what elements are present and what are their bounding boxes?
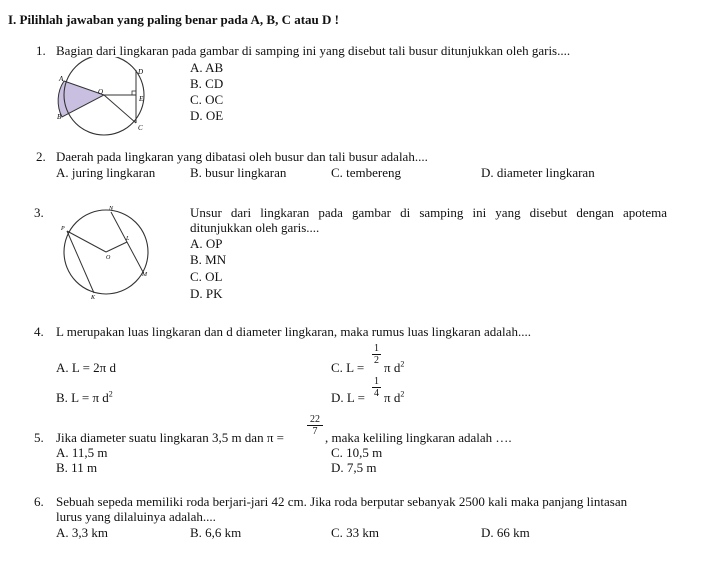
q6-option-b[interactable]: B. 6,6 km xyxy=(190,525,242,540)
q4-option-d-prefix[interactable]: D. L = xyxy=(331,390,365,405)
q5-option-a[interactable]: A. 11,5 m xyxy=(56,445,108,460)
q2-text: Daerah pada lingkaran yang dibatasi oleh busur dan tali busur adalah.... xyxy=(56,149,428,164)
label-K: K xyxy=(91,295,96,301)
q3-option-d[interactable]: D. PK xyxy=(190,286,223,301)
q6-option-d[interactable]: D. 66 km xyxy=(481,525,530,540)
label-E: E xyxy=(139,95,144,103)
q4-text: L merupakan luas lingkaran dan d diameter lingkaran, maka rumus luas lingkaran adalah.... xyxy=(56,324,531,339)
q5-text-after: , maka keliling lingkaran adalah …. xyxy=(325,430,512,445)
label-P: P xyxy=(61,226,65,232)
q1-circle-figure xyxy=(52,57,152,137)
q1-text: Bagian dari lingkaran pada gambar di samping ini yang disebut tali busur ditunjukkan oleh garis.... xyxy=(56,43,571,58)
q2-option-c[interactable]: C. tembereng xyxy=(331,165,402,180)
q3-option-b[interactable]: B. MN xyxy=(190,252,227,267)
q2-option-a[interactable]: A. juring lingkaran xyxy=(56,165,156,180)
label-O: O xyxy=(106,255,111,261)
q5-number: 5. xyxy=(34,430,44,445)
q1-option-d[interactable]: D. OE xyxy=(190,108,224,123)
q6-text-line2: lurus yang dilaluinya adalah.... xyxy=(56,509,216,524)
q4-option-c-numerator: 1 xyxy=(374,343,379,354)
section-header: I. Pilihlah jawaban yang paling benar pada A, B, C atau D ! xyxy=(8,12,339,27)
q3-option-a[interactable]: A. OP xyxy=(190,236,223,251)
q4-option-a[interactable]: A. L = 2π d xyxy=(56,360,116,375)
q2-number: 2. xyxy=(36,149,46,164)
q5-option-c[interactable]: C. 10,5 m xyxy=(331,445,383,460)
label-N: N xyxy=(109,206,114,212)
q3-number: 3. xyxy=(34,205,44,220)
label-O: O xyxy=(98,88,104,96)
q6-text-line1: Sebuah sepeda memiliki roda berjari-jari 42 cm. Jika roda berputar sebanyak 2500 kali maka panjang lintasan xyxy=(56,494,628,509)
q3-text-line1: Unsur dari lingkaran pada gambar di samping ini yang disebut dengan apotema xyxy=(190,205,667,220)
q4-option-c-prefix[interactable]: C. L = xyxy=(331,360,365,375)
q5-pi-fraction xyxy=(307,414,323,437)
q4-number: 4. xyxy=(34,324,44,339)
label-D: D xyxy=(138,68,144,76)
q4-option-c-suffix-text: π d xyxy=(384,360,401,375)
q4-option-d-denominator: 4 xyxy=(374,388,379,399)
q2-option-b[interactable]: B. busur lingkaran xyxy=(190,165,287,180)
q4-option-c-suffix xyxy=(384,360,404,376)
q4-option-b[interactable] xyxy=(56,390,113,406)
q4-option-d-exp: 2 xyxy=(400,389,405,399)
q5-fraction-numerator: 22 xyxy=(310,414,320,425)
q5-option-b[interactable]: B. 11 m xyxy=(56,460,98,475)
q1-option-a[interactable]: A. AB xyxy=(190,60,224,75)
q4-option-c-fraction xyxy=(372,343,381,366)
q5-fraction-denominator: 7 xyxy=(312,426,318,437)
q3-text-line2: ditunjukkan oleh garis.... xyxy=(190,220,320,235)
q1-option-c[interactable]: C. OC xyxy=(190,92,224,107)
q4-option-b-text: B. L = π d xyxy=(56,390,109,405)
q6-option-a[interactable]: A. 3,3 km xyxy=(56,525,108,540)
q1-option-b[interactable]: B. CD xyxy=(190,76,224,91)
line-OC xyxy=(104,95,136,123)
label-M: M xyxy=(142,272,147,278)
q4-option-d-fraction xyxy=(372,376,381,399)
q3-option-c[interactable]: C. OL xyxy=(190,269,223,284)
label-L: L xyxy=(126,236,130,242)
q5-option-d[interactable]: D. 7,5 m xyxy=(331,460,377,475)
right-angle-mark xyxy=(132,91,136,95)
q4-option-c-exp: 2 xyxy=(400,359,405,369)
q4-option-b-exp: 2 xyxy=(108,389,113,399)
label-B: B xyxy=(57,113,62,121)
q1-number: 1. xyxy=(36,43,46,58)
q6-number: 6. xyxy=(34,494,44,509)
q4-option-d-suffix xyxy=(384,390,404,406)
q4-option-d-numerator: 1 xyxy=(374,376,379,387)
line-OP xyxy=(67,231,106,252)
line-OL xyxy=(106,242,127,252)
label-C: C xyxy=(138,124,143,132)
q6-option-c[interactable]: C. 33 km xyxy=(331,525,380,540)
q2-option-d[interactable]: D. diameter lingkaran xyxy=(481,165,595,180)
chord-PK xyxy=(67,231,94,293)
q5-text-before: Jika diameter suatu lingkaran 3,5 m dan π = xyxy=(56,430,284,445)
label-A: A xyxy=(59,75,64,83)
q3-circle-figure xyxy=(56,200,160,302)
q4-option-d-suffix-text: π d xyxy=(384,390,401,405)
q4-option-c-denominator: 2 xyxy=(374,355,379,366)
